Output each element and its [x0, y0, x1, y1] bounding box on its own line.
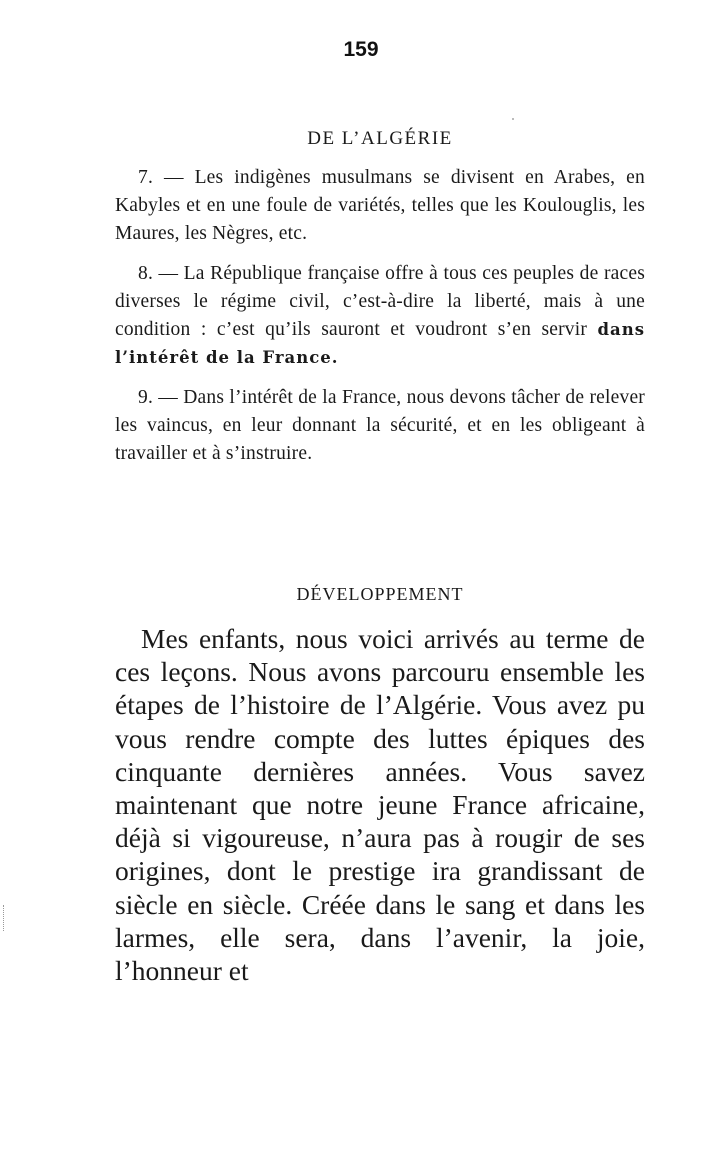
summary-item-9: 9. — Dans l’intérêt de la France, nous devons tâcher de relever les vaincus, en leur donnant la sécurité, et en les obligeant à travailler et à s’instruire.: [115, 387, 645, 464]
development-paragraph: Mes enfants, nous voici arrivés au terme de ces leçons. Nous avons parcouru ensemble les étapes de l’histoire de l’Algérie. Vous avez pu vous rendre compte des luttes épiques des cinquante dernières années. Vous savez maintenant que notre jeune France africaine, déjà si vigoureuse, n’aura pas à rougir de ses origines, dont le prestige ira grandissant de siècle en siècle. Créée dans le sang et dans les larmes, elle sera, dans l’avenir, la joie, l’honneur et: [115, 623, 645, 987]
summary-item-8-emphasis: dans l’intérêt de la France.: [115, 320, 646, 367]
page-number: 159: [343, 38, 379, 61]
development-text: [115, 622, 645, 987]
print-speck: [512, 118, 514, 120]
summary-item-8-text: 8. — La République française offre à tous ces peuples de races diverses le régime civil, c’est-à-dire la liberté, mais à une condition : c’est qu’ils sauront et voudront s’en servir: [115, 263, 645, 340]
summary-block: [115, 164, 645, 480]
margin-mark: [3, 905, 6, 931]
summary-item-8: [115, 260, 645, 372]
section-title: DÉVELOPPEMENT: [296, 584, 464, 604]
summary-item-7: 7. — Les indigènes musulmans se divisent en Arabes, en Kabyles et en une foule de variétés, telles que les Koulouglis, les Maures, les Nègres, etc.: [115, 167, 645, 244]
running-head: DE L’ALGÉRIE: [307, 128, 453, 149]
